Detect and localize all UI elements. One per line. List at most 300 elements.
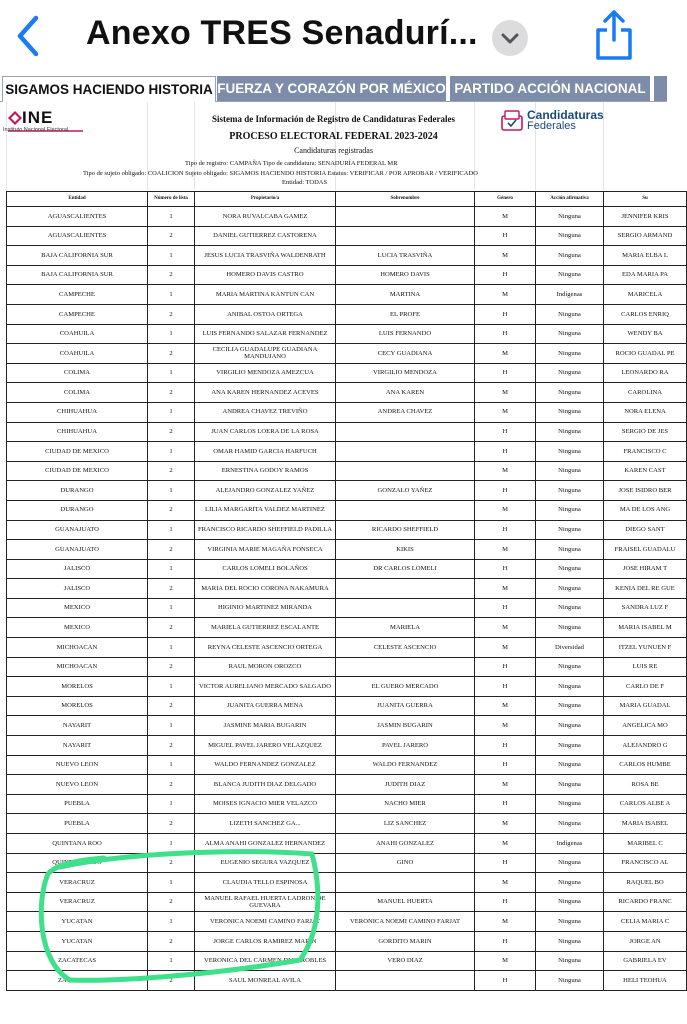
cell-suplente: SERGIO ARMAND [604, 226, 687, 246]
cell-numero-lista: 2 [148, 775, 195, 795]
table-row [7, 265, 687, 285]
cell-sobrenombre: MANUEL HUERTA [336, 892, 475, 912]
cell-entidad: CAMPECHE [7, 285, 148, 305]
cell-entidad: AGUASCALIENTES [7, 207, 148, 227]
table-row [7, 638, 687, 658]
cell-numero-lista: 1 [148, 716, 195, 736]
cell-sobrenombre [336, 579, 475, 599]
cell-entidad: GUANAJUATO [7, 520, 148, 540]
table-row [7, 912, 687, 932]
cell-accion-afirmativa: Ninguna [536, 500, 604, 520]
col-header-propietario: Propietario/a [195, 192, 336, 207]
cell-genero: M [475, 500, 536, 520]
cell-suplente: KENIA DEL RE GUE [604, 579, 687, 599]
cell-sobrenombre: LIZ SANCHEZ [336, 814, 475, 834]
cell-entidad: YUCATAN [7, 931, 148, 951]
cell-numero-lista: 2 [148, 971, 195, 991]
table-row [7, 931, 687, 951]
cell-numero-lista: 1 [148, 520, 195, 540]
cell-genero: H [475, 598, 536, 618]
cell-accion-afirmativa: Ninguna [536, 794, 604, 814]
cell-suplente: SANDRA LUZ F [604, 598, 687, 618]
cell-propietario: CECILIA GUADALUPE GUADIANA MANDUJANO [195, 344, 336, 364]
cell-entidad: PUEBLA [7, 814, 148, 834]
cell-suplente: EDA MARIA PA [604, 265, 687, 285]
cell-propietario: OMAR HAMID GARCIA HARFUCH [195, 442, 336, 462]
cell-accion-afirmativa: Ninguna [536, 520, 604, 540]
cell-accion-afirmativa: Diversidad [536, 638, 604, 658]
ine-logo-text: INE [22, 108, 54, 127]
cell-suplente: CARLOS HUMBE [604, 755, 687, 775]
cell-genero: H [475, 931, 536, 951]
cell-suplente: MARIA ISABEL M [604, 618, 687, 638]
cell-suplente: LEONARDO RA [604, 363, 687, 383]
cell-propietario: VERONICA DEL CARMEN DIAZ ROBLES [195, 951, 336, 971]
table-row [7, 461, 687, 481]
cell-sobrenombre: EL GUERO MERCADO [336, 677, 475, 697]
cell-sobrenombre [336, 422, 475, 442]
cell-sobrenombre [336, 207, 475, 227]
cell-genero: H [475, 657, 536, 677]
cell-numero-lista: 1 [148, 873, 195, 893]
cell-genero: M [475, 579, 536, 599]
cell-entidad: COAHUILA [7, 344, 148, 364]
cell-accion-afirmativa: Ninguna [536, 971, 604, 991]
cell-entidad: YUCATAN [7, 912, 148, 932]
cell-numero-lista: 1 [148, 951, 195, 971]
cell-propietario: MARIELA GUTIERREZ ESCALANTE [195, 618, 336, 638]
cell-genero: M [475, 207, 536, 227]
cell-propietario: WALDO FERNANDEZ GONZALEZ [195, 755, 336, 775]
cell-sobrenombre [336, 226, 475, 246]
cell-genero: M [475, 873, 536, 893]
cell-sobrenombre: MARTINA [336, 285, 475, 305]
cell-accion-afirmativa: Ninguna [536, 540, 604, 560]
cell-suplente: NORA ELENA [604, 402, 687, 422]
cell-entidad: CIUDAD DE MEXICO [7, 442, 148, 462]
cell-propietario: JUAN CARLOS LOERA DE LA ROSA [195, 422, 336, 442]
cell-sobrenombre: GORDITO MARIN [336, 931, 475, 951]
table-row [7, 755, 687, 775]
cell-genero: M [475, 716, 536, 736]
chevron-left-icon[interactable] [14, 14, 44, 58]
cell-sobrenombre: VIRGILIO MENDOZA [336, 363, 475, 383]
cell-suplente: FRANCISCO AL [604, 853, 687, 873]
cell-entidad: DURANGO [7, 481, 148, 501]
cell-entidad: COLIMA [7, 383, 148, 403]
table-row [7, 422, 687, 442]
cell-genero: M [475, 285, 536, 305]
cell-propietario: CLAUDIA TELLO ESPINOSA [195, 873, 336, 893]
table-row [7, 736, 687, 756]
table-row [7, 442, 687, 462]
tab-partido-accion-nacional[interactable]: PARTIDO ACCIÓN NACIONAL [450, 76, 650, 101]
cell-accion-afirmativa: Ninguna [536, 461, 604, 481]
cell-propietario: EUGENIO SEGURA VAZQUEZ [195, 853, 336, 873]
cell-numero-lista: 2 [148, 696, 195, 716]
cell-genero: H [475, 481, 536, 501]
cell-propietario: LIZETH SANCHEZ GA... [195, 814, 336, 834]
cell-sobrenombre: JASMIN BUGARIN [336, 716, 475, 736]
cell-accion-afirmativa: Ninguna [536, 677, 604, 697]
cell-accion-afirmativa: Ninguna [536, 736, 604, 756]
candidaturas-logo-subtext: Federales [527, 120, 576, 132]
table-row [7, 559, 687, 579]
cell-accion-afirmativa: Ninguna [536, 304, 604, 324]
cell-propietario: CARLOS LOMELI BOLAÑOS [195, 559, 336, 579]
table-row [7, 285, 687, 305]
cell-propietario: ERNESTINA GODOY RAMOS [195, 461, 336, 481]
cell-sobrenombre: VERONICA NOEMI CAMINO FARJAT [336, 912, 475, 932]
cell-accion-afirmativa: Ninguna [536, 246, 604, 266]
table-row [7, 500, 687, 520]
cell-propietario: VICTOR AURELIANO MERCADO SALGADO [195, 677, 336, 697]
cell-entidad: MICHOACAN [7, 638, 148, 658]
cell-suplente: CELIA MARIA C [604, 912, 687, 932]
col-header-genero: Género [475, 192, 536, 207]
cell-numero-lista: 2 [148, 344, 195, 364]
cell-suplente: JOSE HIRAM T [604, 559, 687, 579]
cell-sobrenombre: EL PROFE [336, 304, 475, 324]
cell-genero: H [475, 265, 536, 285]
cell-entidad: VERACRUZ [7, 892, 148, 912]
app-header [0, 0, 667, 74]
cell-suplente: MA DE LOS ANG [604, 500, 687, 520]
cell-entidad: JALISCO [7, 559, 148, 579]
cell-numero-lista: 1 [148, 481, 195, 501]
cell-sobrenombre: JUDITH DIAZ [336, 775, 475, 795]
cell-suplente: MARIBEL C [604, 834, 687, 854]
cell-genero: M [475, 912, 536, 932]
candidates-table [6, 191, 687, 991]
cell-suplente: SERGIO DE JES [604, 422, 687, 442]
cell-entidad: QUINTANA ROO [7, 853, 148, 873]
cell-genero: H [475, 363, 536, 383]
cell-entidad: MEXICO [7, 598, 148, 618]
cell-genero: H [475, 422, 536, 442]
cell-accion-afirmativa: Ninguna [536, 422, 604, 442]
cell-accion-afirmativa: Ninguna [536, 383, 604, 403]
cell-entidad: NAYARIT [7, 716, 148, 736]
cell-entidad: NUEVO LEON [7, 755, 148, 775]
cell-accion-afirmativa: Ninguna [536, 207, 604, 227]
cell-entidad: MORELOS [7, 677, 148, 697]
cell-sobrenombre: ANDREA CHAVEZ [336, 402, 475, 422]
cell-suplente: ITZEL YUNUEN F [604, 638, 687, 658]
cell-genero: M [475, 618, 536, 638]
cell-sobrenombre: KIKIS [336, 540, 475, 560]
cell-genero: H [475, 853, 536, 873]
cell-sobrenombre: RICARDO SHEFFIELD [336, 520, 475, 540]
cell-numero-lista: 2 [148, 265, 195, 285]
cell-sobrenombre: MARIELA [336, 618, 475, 638]
table-row [7, 971, 687, 991]
table-row [7, 814, 687, 834]
cell-propietario: BLANCA JUDITH DIAZ DELGADO [195, 775, 336, 795]
cell-entidad: CHIHUAHUA [7, 422, 148, 442]
filter-line-1: Tipo de registro: CAMPAÑA Tipo de candidatura: SENADURÍA FEDERAL MR [185, 160, 398, 167]
cell-accion-afirmativa: Ninguna [536, 618, 604, 638]
cell-sobrenombre: GINO [336, 853, 475, 873]
cell-numero-lista: 1 [148, 912, 195, 932]
table-row [7, 383, 687, 403]
cell-genero: M [475, 402, 536, 422]
cell-suplente: HELI TEOHUA [604, 971, 687, 991]
col-header-suplente: Su [604, 192, 687, 207]
cell-numero-lista: 1 [148, 246, 195, 266]
cell-suplente: RAQUEL BO [604, 873, 687, 893]
cell-numero-lista: 2 [148, 657, 195, 677]
cell-genero: H [475, 892, 536, 912]
cell-genero: H [475, 304, 536, 324]
cell-propietario: MIGUEL PAVEL JARERO VELAZQUEZ [195, 736, 336, 756]
cell-accion-afirmativa: Ninguna [536, 657, 604, 677]
cell-suplente: CAROLINA [604, 383, 687, 403]
tab-fuerza-y-corazon[interactable]: FUERZA Y CORAZÓN POR MÉXICO [217, 76, 446, 101]
cell-propietario: NORA RUVALCABA GAMEZ [195, 207, 336, 227]
table-row [7, 226, 687, 246]
cell-genero: M [475, 540, 536, 560]
title-menu-button[interactable] [492, 20, 528, 56]
cell-numero-lista: 1 [148, 638, 195, 658]
cell-propietario: VIRGINIA MARIE MAGAÑA FONSECA [195, 540, 336, 560]
table-header-row [7, 192, 687, 207]
cell-propietario: VIRGILIO MENDOZA AMEZCUA [195, 363, 336, 383]
col-header-entidad: Entidad [7, 192, 148, 207]
cell-accion-afirmativa: Ninguna [536, 716, 604, 736]
cell-genero: M [475, 461, 536, 481]
cell-accion-afirmativa: Ninguna [536, 226, 604, 246]
cell-genero: M [475, 775, 536, 795]
cell-genero: M [475, 951, 536, 971]
cell-accion-afirmativa: Ninguna [536, 951, 604, 971]
cell-entidad: COLIMA [7, 363, 148, 383]
table-row [7, 304, 687, 324]
cell-suplente: KAREN CAST [604, 461, 687, 481]
cell-sobrenombre: CECY GUADIANA [336, 344, 475, 364]
cell-propietario: ANA KAREN HERNANDEZ ACEVES [195, 383, 336, 403]
cell-genero: H [475, 677, 536, 697]
cell-sobrenombre: ANAHI GONZALEZ [336, 834, 475, 854]
cell-entidad: ZACATECAS [7, 971, 148, 991]
cell-genero: H [475, 794, 536, 814]
cell-sobrenombre [336, 657, 475, 677]
cell-numero-lista: 2 [148, 540, 195, 560]
cell-entidad: GUANAJUATO [7, 540, 148, 560]
cell-entidad: JALISCO [7, 579, 148, 599]
table-row [7, 775, 687, 795]
cell-sobrenombre [336, 461, 475, 481]
cell-numero-lista: 1 [148, 559, 195, 579]
cell-accion-afirmativa: Ninguna [536, 892, 604, 912]
cell-entidad: COAHUILA [7, 324, 148, 344]
cell-genero: H [475, 736, 536, 756]
table-row [7, 598, 687, 618]
filter-line-2: Tipo de sujeto obligado: COALICION Sujeto obligado: SIGAMOS HACIENDO HISTORIA Estatus: VERIFICAR / POR APROBAR / VERIFICADO [83, 170, 478, 177]
cell-accion-afirmativa: Ninguna [536, 912, 604, 932]
table-row [7, 677, 687, 697]
cell-sobrenombre [336, 971, 475, 991]
cell-entidad: CIUDAD DE MEXICO [7, 461, 148, 481]
cell-accion-afirmativa: Ninguna [536, 363, 604, 383]
cell-entidad: ZACATECAS [7, 951, 148, 971]
cell-suplente: ROSA BE [604, 775, 687, 795]
cell-propietario: JUANITA GUERRA MENA [195, 696, 336, 716]
cell-accion-afirmativa: Ninguna [536, 696, 604, 716]
cell-genero: H [475, 520, 536, 540]
cell-propietario: ANIBAL OSTOA ORTEGA [195, 304, 336, 324]
cell-genero: H [475, 755, 536, 775]
cell-propietario: JASMINE MARIA BUGARIN [195, 716, 336, 736]
cell-sobrenombre: JUANITA GUERRA [336, 696, 475, 716]
table-row [7, 481, 687, 501]
cell-accion-afirmativa: Indígenas [536, 834, 604, 854]
cell-sobrenombre: NACHO MIER [336, 794, 475, 814]
spreadsheet[interactable] [0, 102, 676, 1024]
candidaturas-logo-text: Candidaturas [527, 108, 604, 122]
cell-suplente: MARIA GUADAL [604, 696, 687, 716]
cell-propietario: SAUL MONREAL AVILA [195, 971, 336, 991]
cell-propietario: REYNA CELESTE ASCENCIO ORTEGA [195, 638, 336, 658]
cell-numero-lista: 2 [148, 814, 195, 834]
cell-suplente: GABRIELA EV [604, 951, 687, 971]
tab-sigamos-haciendo-historia[interactable]: SIGAMOS HACIENDO HISTORIA [2, 76, 216, 102]
cell-genero: H [475, 559, 536, 579]
col-header-numero-lista: Número de lista [148, 192, 195, 207]
cell-numero-lista: 1 [148, 834, 195, 854]
sheet-tabs [0, 74, 667, 102]
cell-sobrenombre: LUIS FERNANDO [336, 324, 475, 344]
cell-propietario: ALEJANDRO GONZALEZ YAÑEZ [195, 481, 336, 501]
cell-sobrenombre [336, 598, 475, 618]
cell-suplente: MARIA ISABEL [604, 814, 687, 834]
cell-propietario: MARIA MARTINA KANTUN CAN [195, 285, 336, 305]
cell-propietario: JORGE CARLOS RAMIREZ MARIN [195, 931, 336, 951]
cell-numero-lista: 1 [148, 598, 195, 618]
cell-suplente: MARICELA [604, 285, 687, 305]
share-icon[interactable] [594, 8, 634, 60]
cell-suplente: LUIS RE [604, 657, 687, 677]
cell-accion-afirmativa: Ninguna [536, 853, 604, 873]
table-row [7, 207, 687, 227]
cell-propietario: MANUEL RAFAEL HUERTA LADRON DE GUEVARA [195, 892, 336, 912]
cell-sobrenombre: PAVEL JARERO [336, 736, 475, 756]
cell-sobrenombre: WALDO FERNANDEZ [336, 755, 475, 775]
table-row [7, 853, 687, 873]
cell-propietario: ALMA ANAHI GONZALEZ HERNANDEZ [195, 834, 336, 854]
cell-entidad: VERACRUZ [7, 873, 148, 893]
cell-numero-lista: 1 [148, 285, 195, 305]
tab-overflow[interactable] [654, 76, 667, 101]
cell-entidad: CHIHUAHUA [7, 402, 148, 422]
table-row [7, 696, 687, 716]
cell-entidad: MICHOACAN [7, 657, 148, 677]
cell-suplente: FRAISEL GUADALU [604, 540, 687, 560]
cell-propietario: MOISES IGNACIO MIER VELAZCO [195, 794, 336, 814]
cell-accion-afirmativa: Ninguna [536, 442, 604, 462]
cell-entidad: CAMPECHE [7, 304, 148, 324]
cell-accion-afirmativa: Ninguna [536, 324, 604, 344]
cell-numero-lista: 2 [148, 304, 195, 324]
cell-entidad: BAJA CALIFORNIA SUR [7, 265, 148, 285]
document-title: Anexo TRES Senadurí... [86, 14, 478, 52]
cell-genero: H [475, 324, 536, 344]
cell-sobrenombre [336, 500, 475, 520]
table-row [7, 324, 687, 344]
cell-accion-afirmativa: Ninguna [536, 931, 604, 951]
cell-entidad: MEXICO [7, 618, 148, 638]
cell-suplente: RICARDO FRANC [604, 892, 687, 912]
table-row [7, 579, 687, 599]
cell-genero: M [475, 834, 536, 854]
cell-numero-lista: 2 [148, 422, 195, 442]
cell-numero-lista: 2 [148, 226, 195, 246]
col-header-accion-afirmativa: Acción afirmativa [536, 192, 604, 207]
cell-suplente: CARLOS ALBE A [604, 794, 687, 814]
cell-accion-afirmativa: Ninguna [536, 265, 604, 285]
cell-accion-afirmativa: Ninguna [536, 775, 604, 795]
cell-accion-afirmativa: Ninguna [536, 814, 604, 834]
cell-suplente: JENNIFER KRIS [604, 207, 687, 227]
table-row [7, 540, 687, 560]
cell-sobrenombre [336, 873, 475, 893]
table-row [7, 951, 687, 971]
cell-numero-lista: 2 [148, 461, 195, 481]
cell-genero: M [475, 383, 536, 403]
cell-suplente: JOSE ISIDRO BER [604, 481, 687, 501]
cell-propietario: LUIS FERNANDO SALAZAR FERNANDEZ [195, 324, 336, 344]
report-subtitle: Candidaturas registradas [294, 146, 373, 155]
table-row [7, 657, 687, 677]
cell-sobrenombre: VERO DIAZ [336, 951, 475, 971]
table-row [7, 873, 687, 893]
process-title: PROCESO ELECTORAL FEDERAL 2023-2024 [229, 131, 438, 142]
table-row [7, 363, 687, 383]
cell-numero-lista: 2 [148, 931, 195, 951]
cell-propietario: RAUL MORON OROZCO [195, 657, 336, 677]
cell-sobrenombre: ANA KAREN [336, 383, 475, 403]
ine-logo-subtext: Instituto Nacional Electoral [3, 127, 69, 133]
cell-sobrenombre: CELESTE ASCENCIO [336, 638, 475, 658]
cell-propietario: DANIEL GUTIERREZ CASTORENA [195, 226, 336, 246]
cell-entidad: NUEVO LEON [7, 775, 148, 795]
table-row [7, 344, 687, 364]
cell-accion-afirmativa: Ninguna [536, 873, 604, 893]
cell-genero: M [475, 344, 536, 364]
table-row [7, 618, 687, 638]
cell-genero: H [475, 442, 536, 462]
cell-propietario: FRANCISCO RICARDO SHEFFIELD PADILLA [195, 520, 336, 540]
cell-suplente: CARLOS ENRIQ [604, 304, 687, 324]
cell-numero-lista: 2 [148, 579, 195, 599]
cell-suplente: ALEJANDRO G [604, 736, 687, 756]
cell-genero: M [475, 246, 536, 266]
cell-propietario: ANDREA CHAVEZ TREVIÑO [195, 402, 336, 422]
cell-sobrenombre: GONZALO YAÑEZ [336, 481, 475, 501]
cell-numero-lista: 1 [148, 755, 195, 775]
cell-accion-afirmativa: Ninguna [536, 598, 604, 618]
col-header-sobrenombre: Sobrenombre [336, 192, 475, 207]
cell-sobrenombre: HOMERO DAVIS [336, 265, 475, 285]
cell-suplente: CARLO DE F [604, 677, 687, 697]
cell-accion-afirmativa: Ninguna [536, 579, 604, 599]
cell-accion-afirmativa: Ninguna [536, 755, 604, 775]
cell-numero-lista: 1 [148, 207, 195, 227]
table-row [7, 716, 687, 736]
cell-entidad: DURANGO [7, 500, 148, 520]
cell-numero-lista: 2 [148, 892, 195, 912]
table-row [7, 794, 687, 814]
